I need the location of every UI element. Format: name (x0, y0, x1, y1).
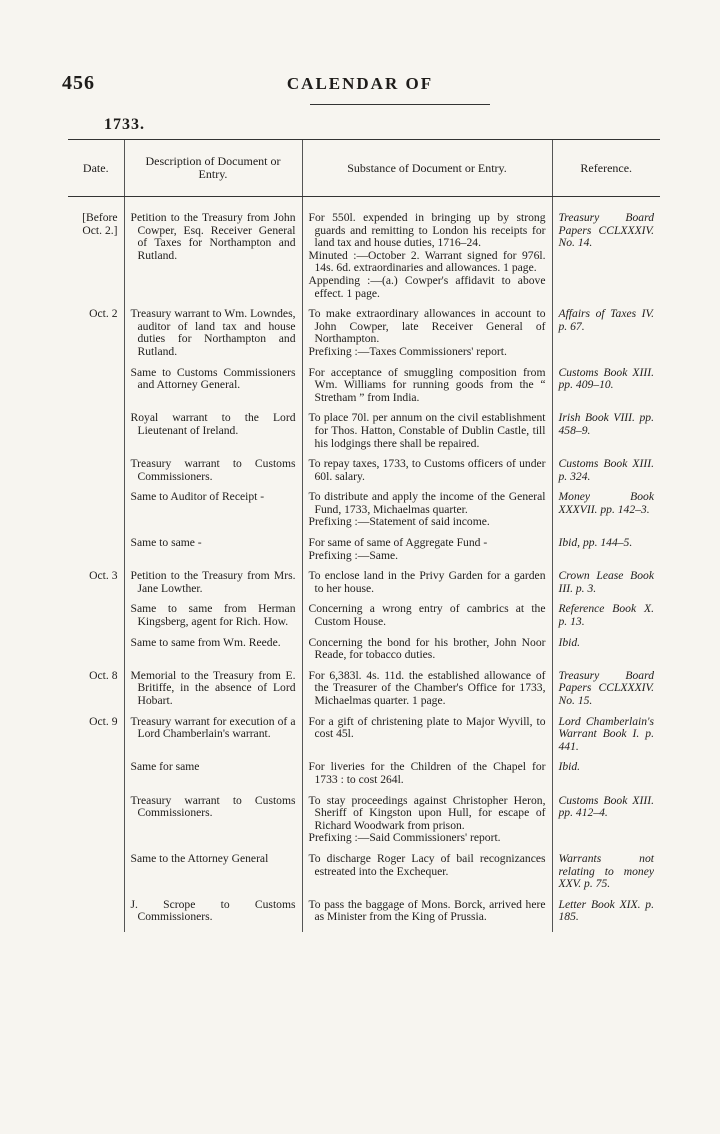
entry-description: Same for same (130, 760, 200, 774)
entry-date-cell (68, 491, 124, 537)
table-row (68, 458, 660, 491)
entry-substance: To place 70l. per annum on the civil establishment for Thos. Hatton, Constable of Dublin Castle, till his lodgings there shall be repaired. (308, 411, 546, 450)
entry-description: Memorial to the Treasury from E. Britiffe, in the absence of Lord Hobart. (130, 668, 296, 707)
entry-substance-cell (302, 795, 552, 853)
entry-substance: Appending :—(a.) Cowper's affidavit to above effect. 1 page. (308, 273, 546, 300)
entry-reference: Irish Book VIII. pp. 458–9. (558, 411, 654, 437)
entry-reference: Ibid, pp. 144–5. (558, 536, 633, 550)
entry-substance-cell (302, 367, 552, 413)
entry-description: Treasury warrant to Customs Commissioners. (130, 793, 296, 820)
entry-reference: Warrants not relating to money XXV. p. 75. (558, 851, 654, 891)
entry-reference-cell (552, 308, 660, 366)
entry-substance: To enclose land in the Privy Garden for a garden to her house. (308, 569, 546, 595)
table-row (68, 761, 660, 794)
entry-substance: For liveries for the Children of the Chapel for 1733 : to cost 264l. (308, 760, 546, 786)
entry-substance: Prefixing :—Taxes Commissioners' report. (308, 344, 507, 358)
entry-description: J. Scrope to Customs Commissioners. (130, 897, 296, 924)
entry-date: Oct. 2.] (82, 223, 118, 237)
entry-description: Same to the Attorney General (130, 851, 269, 865)
entry-description-cell (124, 458, 302, 491)
entry-reference: Ibid. (558, 635, 581, 649)
entry-reference-cell (552, 853, 660, 899)
entry-description-cell (124, 637, 302, 670)
entry-description: Treasury warrant for execution of a Lord Chamberlain's warrant. (130, 714, 296, 741)
entry-description-cell (124, 412, 302, 458)
entry-date-cell (68, 603, 124, 636)
entry-substance-cell (302, 197, 552, 309)
entry-substance-cell (302, 537, 552, 570)
entry-reference: Treasury Board Papers CCLXXXIV. No. 14. (558, 211, 654, 250)
entry-date-cell (68, 412, 124, 458)
entry-substance: For same of same of Aggregate Fund - (308, 536, 488, 550)
entry-description-cell (124, 670, 302, 716)
running-head: CALENDAR OF (286, 74, 434, 93)
entry-description-cell (124, 603, 302, 636)
entry-substance-cell (302, 716, 552, 762)
table-row (68, 308, 660, 366)
entry-reference-cell (552, 637, 660, 670)
column-header-date: Date. (68, 140, 124, 197)
entry-description: Petition to the Treasury from John Cowper, Esq. Receiver General of Taxes for Northampton and Rutland. (130, 211, 296, 262)
entry-substance-cell (302, 670, 552, 716)
entry-description: Treasury warrant to Customs Commissioners. (130, 457, 296, 483)
entry-reference-cell (552, 716, 660, 762)
entry-substance-cell (302, 603, 552, 636)
entry-substance-cell (302, 761, 552, 794)
entry-description-cell (124, 367, 302, 413)
entry-substance-cell (302, 570, 552, 603)
entry-date-cell (68, 761, 124, 794)
entry-reference-cell (552, 603, 660, 636)
entry-description-cell (124, 716, 302, 762)
table-row (68, 537, 660, 570)
entry-reference: Affairs of Taxes IV. p. 67. (558, 307, 654, 333)
entry-reference: Letter Book XIX. p. 185. (558, 897, 654, 924)
entry-substance: For 550l. expended in bringing up by strong guards and remitting to London his receipts for land tax and house duties, 1716–24. (308, 211, 546, 250)
entry-reference-cell (552, 761, 660, 794)
entry-reference-cell (552, 670, 660, 716)
table-row (68, 899, 660, 932)
entry-reference: Customs Book XIII. pp. 412–4. (558, 793, 654, 820)
entry-substance-cell (302, 853, 552, 899)
entry-reference-cell (552, 367, 660, 413)
table-row (68, 603, 660, 636)
entry-substance-cell (302, 491, 552, 537)
entry-reference-cell (552, 537, 660, 570)
entry-substance-cell (302, 412, 552, 458)
entry-reference-cell (552, 458, 660, 491)
entry-date-cell (68, 899, 124, 932)
entry-reference: Money Book XXXVII. pp. 142–3. (558, 490, 654, 516)
entry-date-cell (68, 458, 124, 491)
entry-reference: Reference Book X. p. 13. (558, 602, 654, 629)
entry-date-cell (68, 670, 124, 716)
year-heading: 1733. (104, 116, 145, 133)
entry-date-cell (68, 853, 124, 899)
entry-description-cell (124, 308, 302, 366)
entry-date-cell (68, 637, 124, 670)
entry-substance: Prefixing :—Said Commissioners' report. (308, 831, 501, 845)
entry-substance: Concerning the bond for his brother, John Noor Reade, for tobacco duties. (308, 635, 546, 662)
entry-reference: Crown Lease Book III. p. 3. (558, 569, 654, 595)
entry-description-cell (124, 491, 302, 537)
entry-reference-cell (552, 795, 660, 853)
entry-date-cell (68, 308, 124, 366)
entry-reference: Ibid. (558, 760, 581, 774)
entry-substance: Minuted :—October 2. Warrant signed for 976l. 14s. 6d. extraordinaries and allowances. 1 page. (308, 248, 546, 275)
entry-reference-cell (552, 412, 660, 458)
entry-substance: To discharge Roger Lacy of bail recognizances estreated into the Exchequer. (308, 851, 546, 878)
entry-description: Royal warrant to the Lord Lieutenant of Ireland. (130, 411, 296, 437)
entry-substance: Prefixing :—Same. (308, 548, 399, 562)
table-body (68, 197, 660, 932)
entry-description: Same to same from Wm. Reede. (130, 635, 281, 649)
entry-substance: Concerning a wrong entry of cambrics at the Custom House. (308, 602, 546, 629)
entry-date-cell (68, 795, 124, 853)
page-number: 456 (62, 72, 95, 94)
entry-date-cell (68, 197, 124, 309)
entry-description: Petition to the Treasury from Mrs. Jane Lowther. (130, 569, 296, 595)
table-header (68, 140, 660, 197)
entry-description: Same to Customs Commissioners and Attorney General. (130, 365, 296, 392)
entry-substance: Prefixing :—Statement of said income. (308, 515, 490, 529)
entry-substance-cell (302, 308, 552, 366)
entry-substance: For acceptance of smuggling composition from Wm. Williams for running goods from the “ Stretham ” from India. (308, 365, 546, 404)
entry-description-cell (124, 570, 302, 603)
table-row (68, 853, 660, 899)
entry-description-cell (124, 197, 302, 309)
entry-date: Oct. 2 (89, 307, 118, 321)
entry-substance: For 6,383l. 4s. 11d. the established allowance of the Treasurer of the Chamber's Office for 1733, Michaelmas quarter. 1 page. (308, 668, 546, 707)
table-row (68, 637, 660, 670)
entry-description: Same to Auditor of Receipt - (130, 490, 265, 504)
column-header-description: Description of Document or Entry. (124, 140, 302, 197)
entry-description-cell (124, 853, 302, 899)
entry-reference: Customs Book XIII. p. 324. (558, 457, 654, 483)
table-row (68, 197, 660, 309)
entry-date: Oct. 8 (89, 668, 118, 682)
table-row (68, 367, 660, 413)
entry-reference: Lord Chamberlain's Warrant Book I. p. 441. (558, 714, 654, 753)
entry-reference-cell (552, 570, 660, 603)
entry-substance: For a gift of christening plate to Major Wyvill, to cost 45l. (308, 714, 546, 741)
entry-date: [Before (82, 211, 118, 224)
entry-substance-cell (302, 458, 552, 491)
entry-description-cell (124, 761, 302, 794)
entry-description: Same to same from Herman Kingsberg, agent for Rich. How. (130, 602, 296, 629)
calendar-table (68, 139, 660, 932)
entry-substance: To make extraordinary allowances in account to John Cowper, late Receiver General of Northampton. (308, 307, 546, 346)
entry-description: Same to same - (130, 536, 202, 550)
entry-reference-cell (552, 491, 660, 537)
entry-description-cell (124, 795, 302, 853)
entry-reference: Customs Book XIII. pp. 409–10. (558, 365, 654, 392)
entry-reference-cell (552, 899, 660, 932)
entry-substance: To pass the baggage of Mons. Borck, arrived here as Minister from the King of Prussia. (308, 897, 546, 924)
entry-substance-cell (302, 637, 552, 670)
entry-description-cell (124, 899, 302, 932)
entry-substance: To distribute and apply the income of the General Fund, 1733, Michaelmas quarter. (308, 490, 546, 516)
entry-date-cell (68, 570, 124, 603)
entry-description-cell (124, 537, 302, 570)
entry-reference-cell (552, 197, 660, 309)
entry-substance-cell (302, 899, 552, 932)
entry-date-cell (68, 537, 124, 570)
entry-date-cell (68, 716, 124, 762)
table-row (68, 670, 660, 716)
table-row (68, 716, 660, 762)
column-header-reference: Reference. (552, 140, 660, 197)
table-row (68, 570, 660, 603)
entry-substance: To stay proceedings against Christopher Heron, Sheriff of Kingston upon Hull, for escape of Richard Woodwark from prison. (308, 793, 546, 832)
entry-description: Treasury warrant to Wm. Lowndes, auditor of land tax and house duties for Northampton and Rutland. (130, 307, 296, 358)
entry-date: Oct. 9 (89, 714, 118, 728)
header-rule (310, 104, 490, 105)
table-row (68, 412, 660, 458)
entry-date: Oct. 3 (89, 569, 118, 583)
table-row (68, 795, 660, 853)
column-header-substance: Substance of Document or Entry. (302, 140, 552, 197)
table-row (68, 491, 660, 537)
entry-reference: Treasury Board Papers CCLXXXIV. No. 15. (558, 668, 654, 707)
entry-date-cell (68, 367, 124, 413)
entry-substance: To repay taxes, 1733, to Customs officers of under 60l. salary. (308, 457, 546, 483)
